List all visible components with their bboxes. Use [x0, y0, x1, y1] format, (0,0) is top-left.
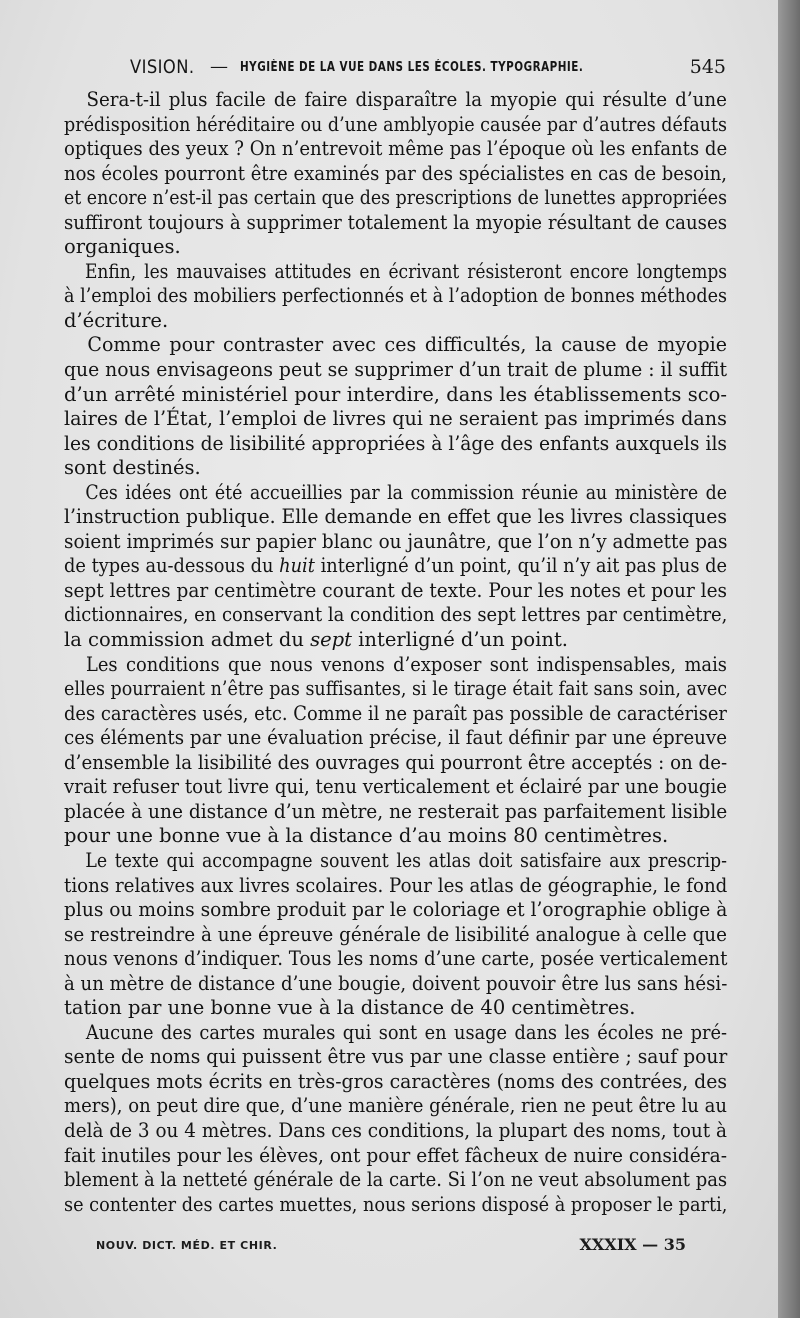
body-text [64, 88, 727, 1217]
text-line: Sera-t-il plus facile de faire disparaître la myopie qui résulte d’une [86, 88, 727, 111]
text-line: soient imprimés sur papier blanc ou jaunâtre, que l’on n’y admette pas [64, 529, 728, 553]
text-line: tions relatives aux livres scolaires. Pour les atlas de géographie, le fond [64, 873, 728, 897]
text-line: Le texte qui accompagne souvent les atlas doit satisfaire aux prescrip- [85, 848, 727, 872]
footer-signature: NOUV. DICT. MÉD. ET CHIR. [96, 1239, 278, 1252]
text-line: nous venons d’indiquer. Tous les noms d’une carte, posée verticalement [64, 947, 728, 971]
text-line: se restreindre à une épreuve générale de lisibilité analogue à celle que [64, 922, 727, 946]
text-line: d’ensemble la lisibilité des ouvrages qui pourront être acceptés : on de- [64, 750, 728, 774]
text-line: suffiront toujours à supprimer totalement la myopie résultant de causes [64, 210, 728, 234]
text-line: mers), on peut dire que, d’une manière générale, rien ne peut être lu au [64, 1094, 728, 1118]
text-line: fait inutiles pour les élèves, ont pour effet fâcheux de nuire considéra- [64, 1143, 728, 1167]
text-line: elles pourraient n’être pas suffisantes, si le tirage était fait sans soin, avec [64, 677, 728, 701]
text-line: sept lettres par centimètre courant de texte. Pour les notes et pour les [64, 578, 728, 602]
text-line: Ces idées ont été accueillies par la commission réunie au ministère de [85, 480, 727, 504]
page-number: 545 [689, 56, 726, 78]
text-line: Aucune des cartes murales qui sont en usage dans les écoles ne pré- [85, 1020, 727, 1044]
text-line: organiques. [64, 235, 181, 259]
header-subtitle: HYGIÈNE DE LA VUE DANS LES ÉCOLES. TYPOGRAPHIE. [240, 60, 584, 75]
text-line: et encore n’est-il pas certain que des prescriptions de lunettes appropriées [64, 186, 727, 210]
text-line: delà de 3 ou 4 mètres. Dans ces conditions, la plupart des noms, tout à [64, 1118, 727, 1142]
text-line: vrait refuser tout livre qui, tenu verticalement et éclairé par une bougie [64, 775, 728, 799]
text-line: tation par une bonne vue à la distance de 40 centimètres. [64, 996, 636, 1020]
text-line: nos écoles pourront être examinés par des spécialistes en cas de besoin, [64, 161, 727, 185]
text-line: que nous envisageons peut se supprimer d’un trait de plume : il suffit [64, 358, 728, 382]
text-line: Enfin, les mauvaises attitudes en écrivant résisteront encore longtemps [84, 259, 727, 283]
text-line: ces éléments par une évaluation précise, il faut définir par une épreuve [64, 726, 727, 750]
text-line: les conditions de lisibilité appropriées à l’âge des enfants auxquels ils [64, 431, 728, 455]
text-line: à l’emploi des mobiliers perfectionnés et à l’adoption de bonnes méthodes [64, 284, 727, 308]
header-dash: — [210, 56, 228, 77]
footer-sheet-number: XXXIX — 35 [579, 1235, 686, 1254]
text-line: plus ou moins sombre produit par le coloriage et l’orographie oblige à [64, 898, 728, 922]
header-title: VISION. [130, 56, 195, 78]
text-line: prédisposition héréditaire ou d’une amblyopie causée par d’autres défauts [64, 112, 728, 136]
text-line: placée à une distance d’un mètre, ne resterait pas parfaitement lisible [64, 799, 728, 823]
text-line: de types au-dessous du huit interligné d’un point, qu’il n’y ait pas plus de [64, 554, 728, 578]
text-line: l’instruction publique. Elle demande en effet que les livres classiques [64, 505, 728, 529]
text-line: optiques des yeux ? On n’entrevoit même pas l’époque où les enfants de [64, 137, 728, 161]
page-gutter [778, 0, 800, 1318]
text-line: dictionnaires, en conservant la condition des sept lettres par centimètre, [64, 603, 728, 627]
text-line: Comme pour contraster avec ces difficultés, la cause de myopie [87, 333, 727, 357]
text-line: quelques mots écrits en très-gros caractères (noms des contrées, des [64, 1069, 728, 1093]
text-line: à un mètre de distance d’une bougie, doivent pouvoir être lus sans hési- [64, 971, 728, 995]
text-line: des caractères usés, etc. Comme il ne paraît pas possible de caractériser [64, 701, 727, 725]
text-line: sont destinés. [64, 456, 201, 480]
text-line: pour une bonne vue à la distance d’au moins 80 centimètres. [64, 824, 669, 848]
text-line: d’écriture. [64, 308, 169, 332]
text-line: blement à la netteté générale de la carte. Si l’on ne veut absolument pas [64, 1168, 728, 1192]
text-line: se contenter des cartes muettes, nous serions disposé à proposer le parti, [64, 1192, 728, 1216]
text-line: la commission admet du sept interligné d’un point. [64, 628, 568, 652]
page-footer [96, 1235, 686, 1257]
text-line: d’un arrêté ministériel pour interdire, dans les établissements sco- [64, 382, 727, 406]
running-header [130, 56, 728, 86]
text-line: sente de noms qui puissent être vus par une classe entière ; sauf pour [64, 1045, 728, 1069]
text-line: laires de l’État, l’emploi de livres qui ne seraient pas imprimés dans [64, 407, 727, 431]
text-line: Les conditions que nous venons d’exposer sont indispensables, mais [85, 652, 727, 676]
